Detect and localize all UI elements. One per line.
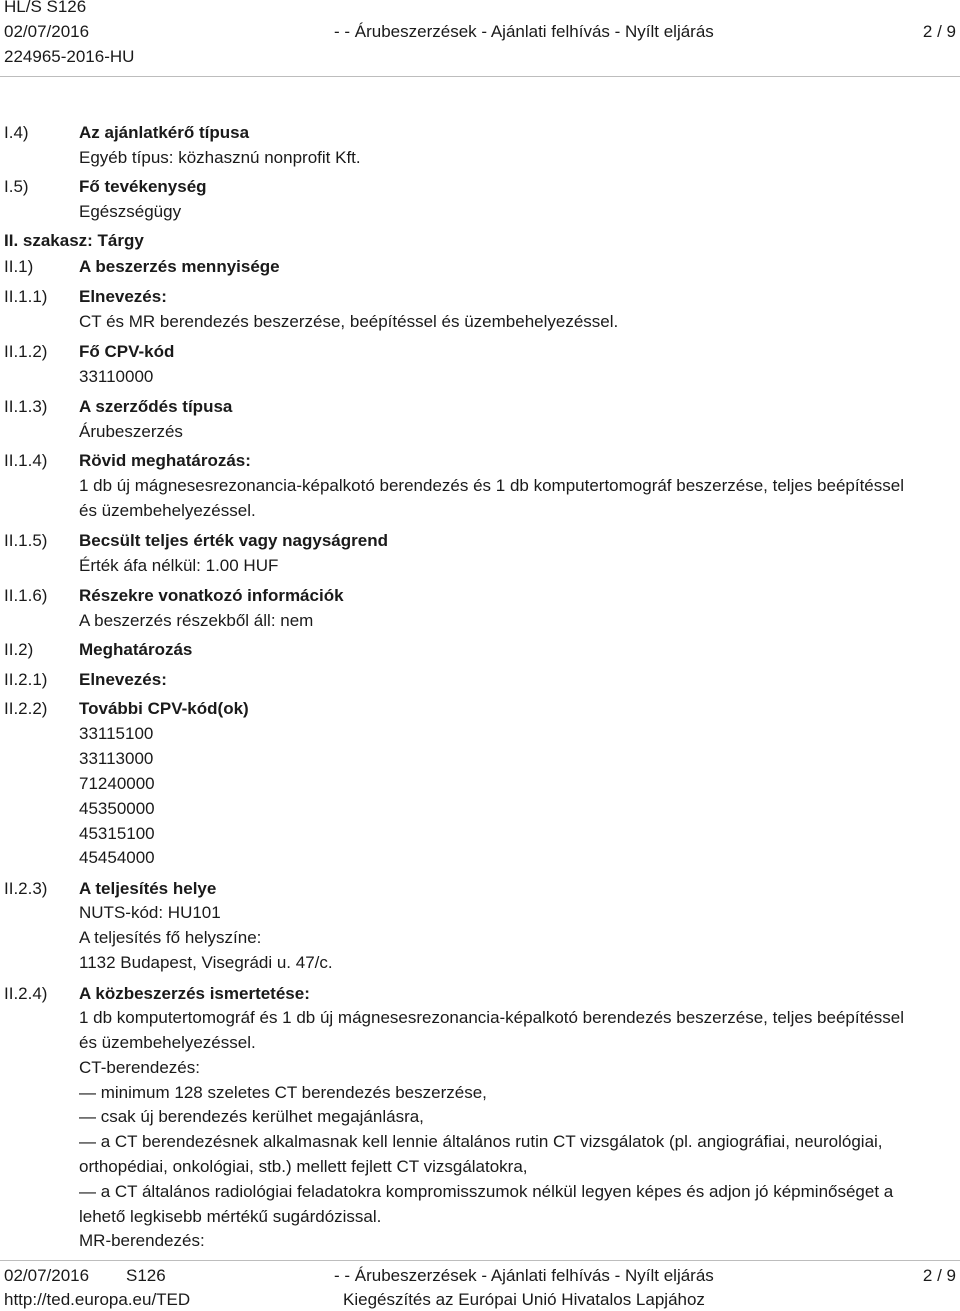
entry-number: I.5)	[4, 177, 29, 196]
entry-text: Érték áfa nélkül: 1.00 HUF	[79, 556, 279, 575]
entry-heading: Becsült teljes érték vagy nagyságrend	[79, 531, 388, 550]
footer-url-link[interactable]: http://ted.europa.eu/TED	[4, 1290, 191, 1309]
entry-text: és üzembehelyezéssel.	[79, 1033, 256, 1052]
header-page-number: 2 / 9	[922, 22, 956, 41]
cpv-code: 45454000	[79, 848, 155, 867]
list-item: orthopédiai, onkológiai, stb.) mellett fejlett CT vizsgálatokra,	[79, 1157, 528, 1176]
entry-text: NUTS-kód: HU101	[79, 903, 221, 922]
entry-text: 33110000	[79, 367, 154, 386]
entry-text: Árubeszerzés	[79, 422, 183, 441]
footer-date: 02/07/2016	[4, 1266, 90, 1285]
entry-heading: Fő CPV-kód	[79, 342, 175, 361]
list-item: — a CT berendezésnek alkalmasnak kell lennie általános rutin CT vizsgálatok (pl. angiográfiai, neurológiai,	[79, 1132, 883, 1151]
footer-page-number: 2 / 9	[922, 1266, 956, 1285]
entry-text: CT-berendezés:	[79, 1058, 200, 1077]
entry-number: II.1.4)	[4, 451, 48, 470]
entry-text: és üzembehelyezéssel.	[79, 501, 256, 520]
entry-heading: Részekre vonatkozó információk	[79, 586, 344, 605]
entry-heading: A szerződés típusa	[79, 397, 233, 416]
entry-number: II.2.2)	[4, 699, 48, 718]
entry-heading: Elnevezés:	[79, 670, 167, 689]
cpv-code: 45315100	[79, 824, 155, 843]
entry-heading: További CPV-kód(ok)	[79, 699, 249, 718]
entry-heading: Meghatározás	[79, 640, 193, 659]
entry-heading: A teljesítés helye	[79, 879, 217, 898]
header-title: - - Árubeszerzések - Ajánlati felhívás - Nyílt eljárás	[334, 22, 714, 41]
entry-number: II.2.4)	[4, 984, 48, 1003]
entry-text: Egyéb típus: közhasznú nonprofit Kft.	[79, 148, 361, 167]
entry-text: A beszerzés részekből áll: nem	[79, 611, 314, 630]
entry-number: II.1.2)	[4, 342, 48, 361]
header-reference: 224965-2016-HU	[4, 47, 135, 66]
entry-text: CT és MR berendezés beszerzése, beépítéssel és üzembehelyezéssel.	[79, 312, 619, 331]
entry-number: II.1.3)	[4, 397, 48, 416]
header-date: 02/07/2016	[4, 22, 90, 41]
entry-heading: Elnevezés:	[79, 287, 167, 306]
entry-number: II.1.6)	[4, 586, 48, 605]
entry-heading: Az ajánlatkérő típusa	[79, 123, 250, 142]
header-code: HL/S S126	[4, 0, 87, 16]
entry-text: MR-berendezés:	[79, 1231, 205, 1250]
list-item: lehető legkisebb mértékű sugárdózissal.	[79, 1207, 382, 1226]
entry-text: 1132 Budapest, Visegrádi u. 47/c.	[79, 953, 333, 972]
footer-divider	[0, 1260, 960, 1261]
entry-text: 1 db komputertomográf és 1 db új mágnesesrezonancia-képalkotó berendezés beszerzése, teljes beépítéssel	[79, 1008, 904, 1027]
header-divider	[0, 76, 960, 77]
entry-number: II.1.1)	[4, 287, 48, 306]
cpv-code: 33115100	[79, 724, 154, 743]
entry-heading: A beszerzés mennyisége	[79, 257, 280, 276]
entry-heading: Fő tevékenység	[79, 177, 207, 196]
footer-code: S126	[126, 1266, 166, 1285]
entry-number: II.1.5)	[4, 531, 48, 550]
list-item: — a CT általános radiológiai feladatokra kompromisszumok nélkül legyen képes és adjon jó képminőséget a	[79, 1182, 894, 1201]
section-title: II. szakasz: Tárgy	[4, 231, 144, 250]
list-item: — minimum 128 szeletes CT berendezés beszerzése,	[79, 1083, 487, 1102]
entry-number: II.1)	[4, 257, 34, 276]
entry-text: 1 db új mágnesesrezonancia-képalkotó berendezés és 1 db komputertomográf beszerzése, teljes beépítéssel	[79, 476, 904, 495]
entry-heading: A közbeszerzés ismertetése:	[79, 984, 310, 1003]
cpv-code: 33113000	[79, 749, 154, 768]
footer-publisher: Kiegészítés az Európai Unió Hivatalos Lapjához	[343, 1290, 705, 1309]
entry-number: II.2.1)	[4, 670, 48, 689]
cpv-code: 71240000	[79, 774, 155, 793]
entry-number: II.2.3)	[4, 879, 48, 898]
entry-text: Egészségügy	[79, 202, 182, 221]
entry-heading: Rövid meghatározás:	[79, 451, 251, 470]
list-item: — csak új berendezés kerülhet megajánlásra,	[79, 1107, 424, 1126]
footer-title: - - Árubeszerzések - Ajánlati felhívás - Nyílt eljárás	[334, 1266, 714, 1285]
entry-text: A teljesítés fő helyszíne:	[79, 928, 262, 947]
entry-number: II.2)	[4, 640, 34, 659]
cpv-code: 45350000	[79, 799, 155, 818]
entry-number: I.4)	[4, 123, 29, 142]
